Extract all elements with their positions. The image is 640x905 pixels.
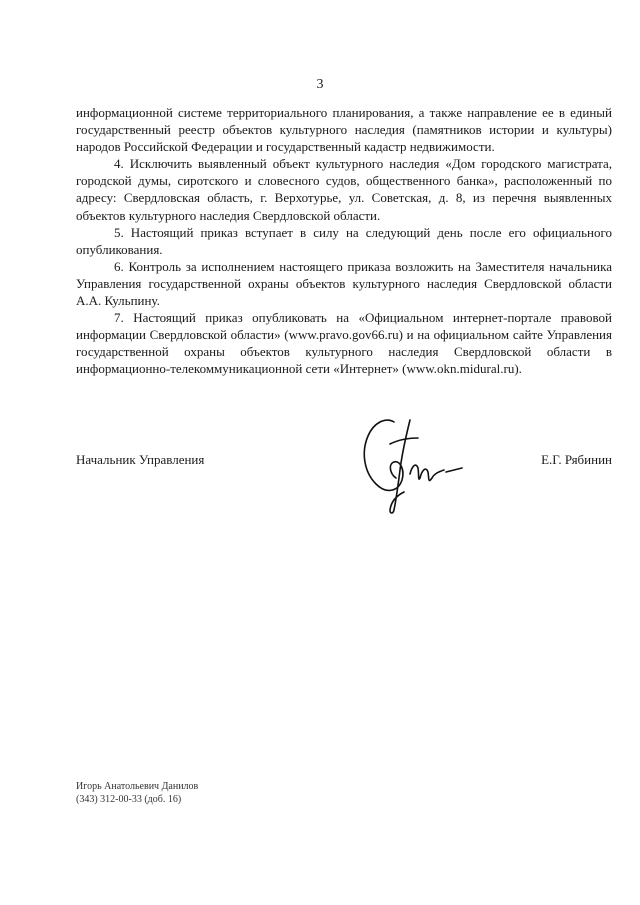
handwritten-signature bbox=[350, 412, 470, 517]
signatory-name: Е.Г. Рябинин bbox=[541, 452, 612, 467]
document-body bbox=[76, 104, 612, 378]
paragraph-item-5: 5. Настоящий приказ вступает в силу на следующий день после его официального опубликования. bbox=[76, 224, 612, 257]
executor-phone: (343) 312-00-33 (доб. 16) bbox=[76, 794, 182, 805]
paragraph-item-4: 4. Исключить выявленный объект культурного наследия «Дом городского магистрата, городской думы, сиротского и словесного судов, общественного банка», расположенный по адресу: Свердловская область, г. Верхотурье, ул. Советская, д. 8, из перечня выявленных объектов культурного наследия Свердловской области. bbox=[76, 156, 612, 223]
signature-block bbox=[76, 451, 612, 471]
signatory-title: Начальник Управления bbox=[76, 452, 205, 467]
executor-footer bbox=[76, 780, 198, 806]
paragraph-continuation: информационной системе территориального планирования, а также направление ее в единый государственный реестр объектов культурного наследия (памятников истории и культуры) народов Российской Федерации и государственный кадастр недвижимости. bbox=[76, 105, 612, 155]
executor-name: Игорь Анатольевич Данилов bbox=[76, 781, 199, 792]
page-number: 3 bbox=[316, 77, 324, 92]
paragraph-item-6: 6. Контроль за исполнением настоящего приказа возложить на Заместителя начальника Управления государственной охраны объектов культурного наследия Свердловской области А.А. Кульпину. bbox=[76, 258, 612, 309]
paragraph-item-7: 7. Настоящий приказ опубликовать на «Официальном интернет-портале правовой информации Свердловской области» (www.pravo.gov66.ru) и на официальном сайте Управления государственной охраны объектов культурного наследия Свердловской области в информационно-телекоммуникационной сети «Интернет» (www.okn.midural.ru). bbox=[76, 310, 612, 377]
